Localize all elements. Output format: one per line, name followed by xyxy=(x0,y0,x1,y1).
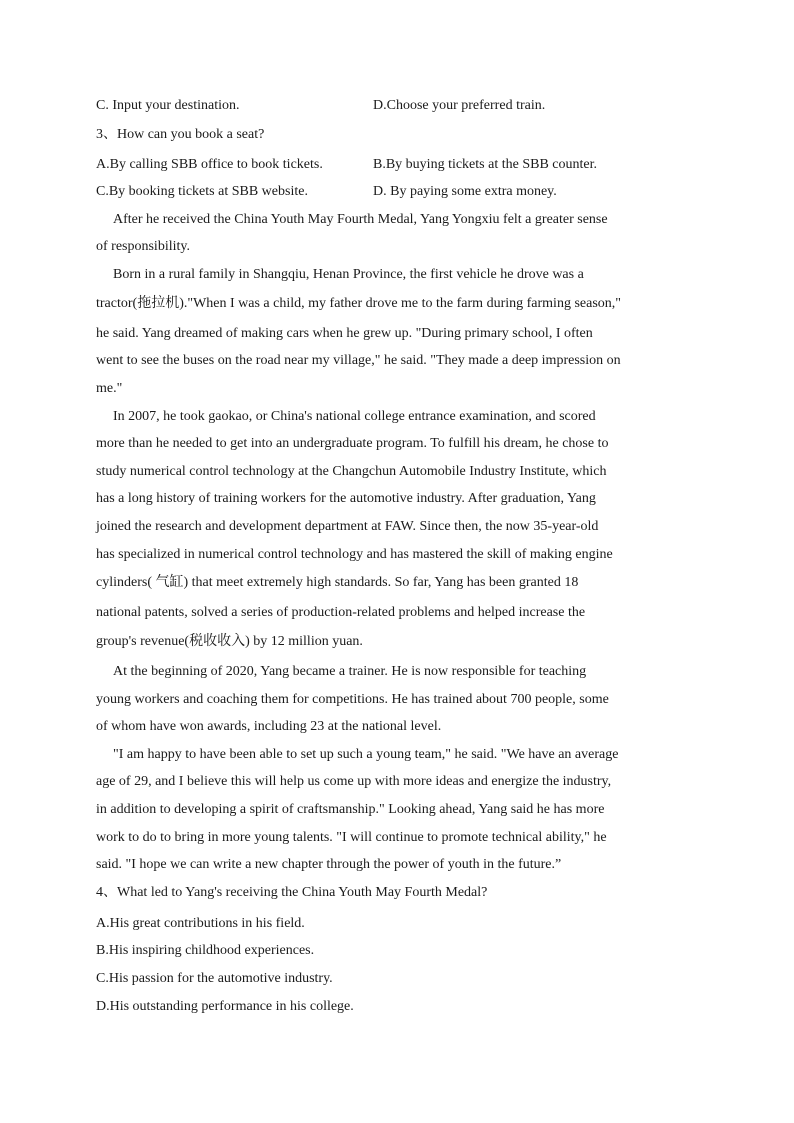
passage-p3-line: more than he needed to get into an undergraduate program. To fulfill his dream, he chose to xyxy=(96,436,609,451)
q3-option-d: D. By paying some extra money. xyxy=(373,184,557,199)
passage-p4-line: of whom have won awards, including 23 at the national level. xyxy=(96,719,442,734)
q4-option-b: B.His inspiring childhood experiences. xyxy=(96,943,315,958)
q3-option-a: A.By calling SBB office to book tickets. xyxy=(96,157,323,172)
q3-option-c: C.By booking tickets at SBB website. xyxy=(96,184,308,199)
passage-p3-line: cylinders( 气缸) that meet extremely high standards. So far, Yang has been granted 18 xyxy=(96,575,579,590)
passage-p2-line: Born in a rural family in Shangqiu, Henan Province, the first vehicle he drove was a xyxy=(113,267,584,282)
passage-p3-line: joined the research and development department at FAW. Since then, the now 35-year-old xyxy=(96,519,599,534)
passage-p3-line: national patents, solved a series of production-related problems and helped increase the xyxy=(96,605,586,620)
passage-p5-line: said. "I hope we can write a new chapter through the power of youth in the future.” xyxy=(96,857,562,872)
q4-option-a: A.His great contributions in his field. xyxy=(96,916,305,931)
passage-p4-line: At the beginning of 2020, Yang became a trainer. He is now responsible for teaching xyxy=(113,664,587,679)
passage-p4-line: young workers and coaching them for competitions. He has trained about 700 people, some xyxy=(96,692,609,707)
passage-p3-line: has a long history of training workers for the automotive industry. After graduation, Yang xyxy=(96,491,596,506)
passage-p1-line: of responsibility. xyxy=(96,239,190,254)
passage-p2-line: tractor(拖拉机)."When I was a child, my father drove me to the farm during farming season," xyxy=(96,296,621,311)
q4-option-c: C.His passion for the automotive industry. xyxy=(96,971,333,986)
passage-p5-line: work to do to bring in more young talents. "I will continue to promote technical ability," he xyxy=(96,830,607,845)
q4-question: 4、What led to Yang's receiving the China Youth May Fourth Medal? xyxy=(96,885,488,900)
passage-p5-line: age of 29, and I believe this will help us come up with more ideas and energize the industry, xyxy=(96,774,612,789)
q3-option-b: B.By buying tickets at the SBB counter. xyxy=(373,157,597,172)
q2-option-d: D.Choose your preferred train. xyxy=(373,98,546,113)
q3-question: 3、How can you book a seat? xyxy=(96,127,265,142)
passage-p3-line: has specialized in numerical control technology and has mastered the skill of making engine xyxy=(96,547,613,562)
passage-p2-line: he said. Yang dreamed of making cars when he grew up. "During primary school, I often xyxy=(96,326,593,341)
passage-p5-line: in addition to developing a spirit of craftsmanship." Looking ahead, Yang said he has more xyxy=(96,802,605,817)
passage-p1-line: After he received the China Youth May Fourth Medal, Yang Yongxiu felt a greater sense xyxy=(113,212,608,227)
passage-p3-line: In 2007, he took gaokao, or China's national college entrance examination, and scored xyxy=(113,409,596,424)
passage-p5-line: "I am happy to have been able to set up such a young team," he said. "We have an average xyxy=(113,747,619,762)
passage-p2-line: me." xyxy=(96,381,123,396)
passage-p2-line: went to see the buses on the road near my village," he said. "They made a deep impression on xyxy=(96,353,621,368)
passage-p3-line: study numerical control technology at the Changchun Automobile Industry Institute, which xyxy=(96,464,607,479)
q2-option-c: C. Input your destination. xyxy=(96,98,240,113)
q4-option-d: D.His outstanding performance in his college. xyxy=(96,999,354,1014)
passage-p3-line: group's revenue(税收收入) by 12 million yuan. xyxy=(96,634,363,649)
